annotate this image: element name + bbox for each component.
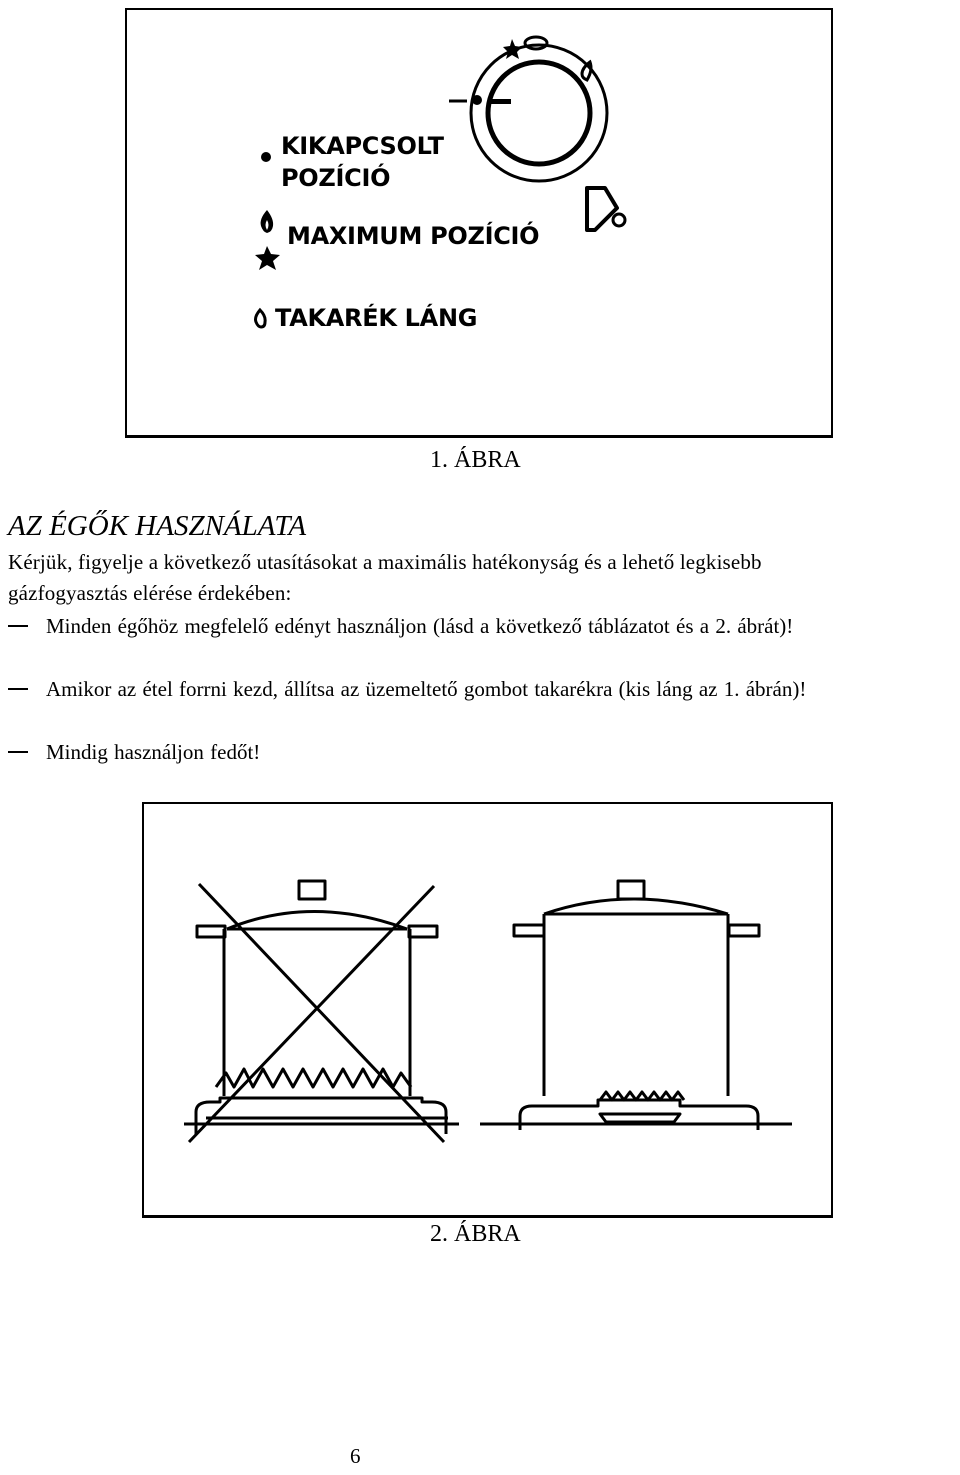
figure-1-knob-diagram [125, 8, 833, 438]
max-position-label: MAXIMUM POZÍCIÓ [287, 222, 540, 250]
bullet-text-1: Minden égőhöz megfelelő edényt használjon (lásd a következő táblázatot és a 2. ábrát)! [46, 614, 794, 638]
off-position-label-line1: KIKAPCSOLT [281, 132, 444, 160]
cross-line-1 [199, 884, 444, 1142]
star-icon [255, 246, 280, 270]
pots-illustration [144, 804, 835, 1220]
bullet-text-3: Mindig használjon fedőt! [46, 740, 261, 764]
eco-flame-label: TAKARÉK LÁNG [275, 304, 478, 332]
figure-2-pot-diagram [142, 802, 833, 1218]
knob-max-symbol [503, 37, 547, 59]
page-number: 6 [350, 1444, 361, 1468]
dash-bullet-icon [8, 751, 28, 753]
incorrect-pot [197, 881, 437, 1096]
figure-1-caption: 1. ÁBRA [430, 447, 521, 473]
off-dot-icon [261, 152, 271, 162]
knob-off-dot [472, 95, 482, 105]
intro-line-2: gázfogyasztás elérése érdekében: [8, 581, 292, 605]
knob-eco-symbol [582, 62, 591, 80]
off-position-label-line2: POZÍCIÓ [281, 164, 391, 192]
bullet-text-2: Amikor az étel forrni kezd, állítsa az üzemeltető gombot takarékra (kis láng az 1. ábrán)! [46, 677, 807, 701]
dash-bullet-icon [8, 625, 28, 627]
small-flame-icon [256, 310, 266, 327]
bullet-item-2 [8, 674, 954, 704]
dash-bullet-icon [8, 688, 28, 690]
section-title: AZ ÉGŐK HASZNÁLATA [8, 510, 307, 542]
correct-pot [514, 881, 759, 1096]
large-flame-icon [261, 210, 274, 233]
bullet-item-3 [8, 737, 954, 767]
bullet-item-1 [8, 611, 954, 641]
cross-line-2 [189, 886, 434, 1142]
ignition-icon [587, 188, 625, 230]
intro-line-1: Kérjük, figyelje a következő utasításokat a maximális hatékonyság és a lehető legkisebb [8, 550, 762, 574]
knob-inner-ring [488, 62, 590, 164]
figure-2-caption: 2. ÁBRA [430, 1221, 521, 1247]
correct-burner [480, 1092, 792, 1130]
knob-pointer [489, 99, 511, 104]
